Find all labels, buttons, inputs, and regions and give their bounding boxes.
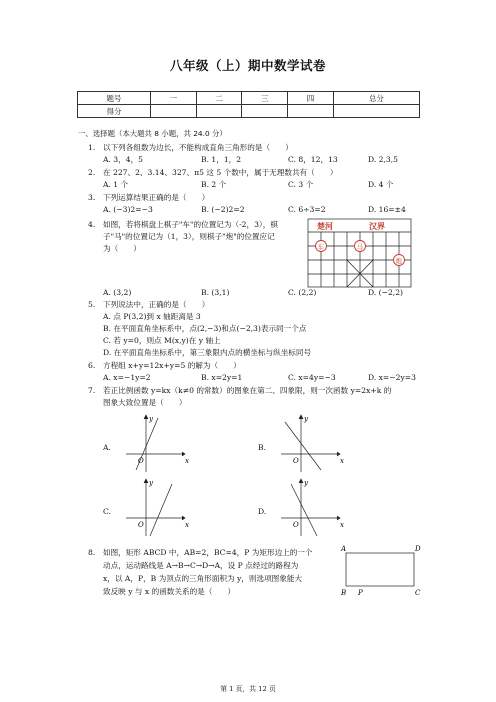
question-stem: 为（ ）	[103, 244, 141, 253]
question-number: 4.	[88, 220, 96, 229]
option-c-graph	[122, 476, 192, 538]
score-cell: 三	[242, 92, 288, 105]
question-stem: 图象大致位置是（ ）	[103, 398, 187, 407]
question-number: 1.	[88, 143, 96, 152]
question-number: 2.	[88, 168, 96, 177]
y-axis-label: y	[304, 479, 308, 487]
score-table-score-row	[78, 105, 420, 118]
score-table	[77, 91, 420, 118]
option-b: B. (3,1)	[201, 288, 230, 297]
origin-label: O	[293, 521, 299, 529]
option-c: C. 8，12，13	[288, 155, 338, 164]
score-cell: 二	[196, 92, 242, 105]
svg-text:马: 马	[356, 243, 363, 251]
section-heading: 一、选择题（本大题共 8 小题，共 24.0 分）	[78, 129, 227, 138]
chess-piece-che	[316, 241, 327, 252]
option-d: D. 2,3,5	[368, 155, 398, 164]
origin-label: O	[138, 457, 144, 465]
option-a: A. 1 个	[103, 180, 129, 189]
vertex-d-label: D	[415, 545, 421, 553]
question-number: 3.	[88, 193, 96, 202]
question-stem: x，以 A，P，B 为顶点的三角形面积为 y，则选项图象能大	[103, 574, 303, 583]
option-d: D. x=−2y=3	[368, 373, 416, 382]
question-stem: 方程组 x+y=12x+y=5 的解为（ ）	[103, 361, 241, 370]
question-stem: 下列说法中，正确的是（ ）	[103, 300, 210, 309]
option-b: B. x=2y=1	[201, 373, 243, 382]
question-stem: 若正比例函数 y=kx（k≠0 的常数）的图象在第二、四象限，则一次函数 y=2x+k 的	[103, 386, 392, 395]
option-c: C. x=4y=−3	[288, 373, 336, 382]
option-d: D. 在平面直角坐标系中，第三象限内点的横坐标与纵坐标同号	[103, 348, 312, 357]
score-cell: 得分	[78, 105, 151, 118]
question-stem: 致反映 y 与 x 的函数关系的是（ ）	[103, 587, 236, 596]
score-cell: 题号	[78, 92, 151, 105]
option-a: A. 3，4，5	[103, 155, 143, 164]
question-number: 5.	[88, 300, 96, 309]
vertex-c-label: C	[415, 589, 421, 597]
page-title: 八年级（上）期中数学试卷	[169, 58, 326, 73]
option-c: C. 3 个	[288, 180, 314, 189]
score-cell	[288, 105, 334, 118]
score-table-header-row	[78, 92, 420, 105]
option-c: C. 6÷3=2	[288, 205, 326, 214]
chess-piece-ma	[355, 241, 366, 252]
question-number: 7.	[88, 386, 96, 395]
question-stem: 以下列各组数为边长，不能构成直角三角形的是（ ）	[103, 143, 293, 152]
origin-label: O	[293, 457, 299, 465]
x-axis-label: x	[185, 457, 189, 465]
vertex-b-label: B	[341, 589, 347, 597]
x-axis-label: x	[340, 457, 344, 465]
score-cell	[333, 105, 419, 118]
option-b: B. (−2)2=2	[201, 205, 245, 214]
option-b: B. 2 个	[201, 180, 227, 189]
question-stem: 如图，矩形 ABCD 中，AB=2，BC=4，P 为矩形边上的一个	[103, 548, 313, 557]
svg-text:炮: 炮	[395, 257, 402, 265]
y-axis-label: y	[304, 415, 308, 423]
option-a: A. 点 P(3,2)到 x 轴距离是 3	[103, 312, 201, 321]
question-stem: 动点，运动路线是 A→B→C→D→A，设 P 点经过的路程为	[103, 561, 299, 570]
x-axis-label: x	[185, 521, 189, 529]
question-number: 6.	[88, 361, 96, 370]
chess-board-figure	[307, 218, 412, 288]
option-a: A. (−3)2=−3	[103, 205, 153, 214]
question-stem: 子"马"的位置记为（1，3），则棋子"炮"的位置应记	[103, 232, 275, 241]
question-stem: 在 227、2、3.14、327、π5 这 5 个数中，属于无理数共有（ ）	[103, 168, 338, 177]
score-cell: 四	[288, 92, 334, 105]
chess-piece-pao	[394, 255, 405, 266]
rectangle-figure	[336, 542, 426, 598]
option-c: C. 若 y=0，则点 M(x,y)在 y 轴上	[103, 336, 221, 345]
option-d: D. 16=±4	[368, 205, 406, 214]
option-a: A.	[103, 443, 111, 452]
option-d: D.	[258, 507, 267, 516]
option-b-graph	[277, 412, 347, 474]
origin-label: O	[138, 521, 144, 529]
x-axis-label: x	[340, 521, 344, 529]
option-a: A. x=−1y=2	[103, 373, 151, 382]
score-cell: 一	[151, 92, 197, 105]
option-c: C.	[103, 507, 111, 516]
board-label-chuhe: 楚河	[317, 221, 333, 231]
option-d: D. (−2,2)	[368, 288, 404, 297]
option-a-graph	[122, 412, 192, 474]
option-b: B. 在平面直角坐标系中，点(2,−3)和点(−2,3)表示同一个点	[103, 324, 307, 333]
score-cell	[151, 105, 197, 118]
option-b: B. 1，1，2	[201, 155, 242, 164]
question-stem: 下列运算结果正确的是（ ）	[103, 193, 210, 202]
option-d-graph	[277, 476, 347, 538]
page-footer: 第 1 页，共 12 页	[220, 685, 276, 693]
y-axis-label: y	[149, 479, 153, 487]
question-number: 8.	[88, 548, 96, 557]
y-axis-label: y	[149, 415, 153, 423]
board-label-hanjie: 汉界	[369, 221, 385, 231]
option-d: D. 4 个	[368, 180, 394, 189]
svg-text:车: 车	[317, 243, 324, 251]
option-a: A. (3,2)	[103, 288, 132, 297]
score-cell: 总分	[333, 92, 419, 105]
score-cell	[242, 105, 288, 118]
point-p-label: P	[358, 589, 363, 597]
score-cell	[196, 105, 242, 118]
question-stem: 如图，若将棋盘上棋子"车"的位置记为（-2，3），棋	[103, 220, 278, 229]
option-c: C. (2,2)	[288, 288, 317, 297]
option-b: B.	[258, 443, 266, 452]
vertex-a-label: A	[341, 545, 347, 553]
